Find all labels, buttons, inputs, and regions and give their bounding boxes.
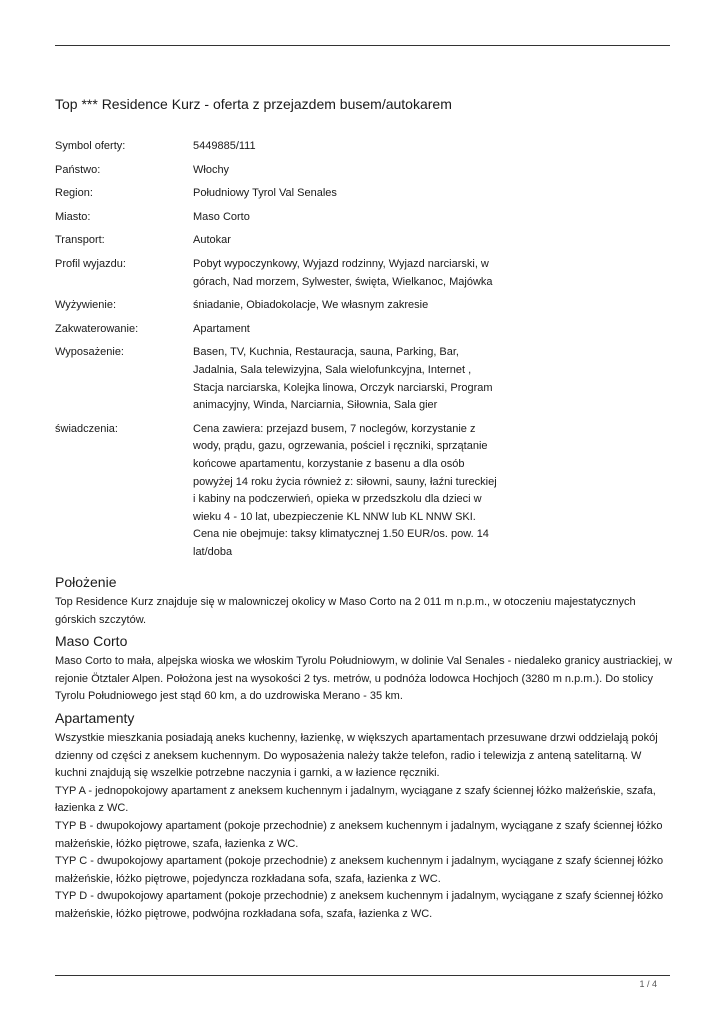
detail-row-country xyxy=(55,162,505,180)
apartments-intro-paragraph: Wszystkie mieszkania posiadają aneks kuchenny, łazienkę, w większych apartamentach przesuwane drzwi oddzielają pokój dzienny od części z aneksem kuchennym. Do wyposażenia należy także telefon, radio i telewizja z anteną satelitarną. W kuchni znajdują się wszelkie potrzebne naczynia i garnki, a w łazience ręczniki. xyxy=(55,731,658,780)
detail-value: Południowy Tyrol Val Senales xyxy=(193,187,337,200)
detail-label: Symbol oferty: xyxy=(55,140,126,152)
detail-row-symbol xyxy=(55,138,505,156)
detail-value: Autokar xyxy=(193,234,231,247)
section-heading-location: Położenie xyxy=(55,574,117,590)
apartment-type-c: TYP C - dwupokojowy apartament (pokoje przechodnie) z aneksem kuchennym i jadalnym, wyciągane z szafy ściennej łóżko małżeńskie, łóżko piętrowe, pojedyncza rozkładana sofa, szafa, łazienka z WC. xyxy=(55,855,664,885)
detail-row-profile xyxy=(55,256,505,291)
detail-label: Profil wyjazdu: xyxy=(55,257,126,270)
offer-details-table xyxy=(55,138,505,567)
detail-row-city xyxy=(55,209,505,227)
maso-corto-paragraph: Maso Corto to mała, alpejska wioska we włoskim Tyrolu Południowym, w dolinie Val Senales - niedaleko granicy austriackiej, w rejonie Ötztaler Alpen. Położona jest na wysokości 2 tys. metrów, u podnóża lodowca Hochjoch (3280 m n.p.m.). Do stolicy Tyrolu Południowego jest stąd 60 km, a do uzdrowiska Merano - 35 km. xyxy=(55,655,673,703)
detail-label: Zakwaterowanie: xyxy=(55,322,139,335)
detail-row-amenities xyxy=(55,344,505,414)
detail-row-transport xyxy=(55,232,505,250)
detail-value: Włochy xyxy=(193,163,230,176)
detail-row-region xyxy=(55,185,505,203)
detail-label: Państwo: xyxy=(55,163,101,176)
detail-value: śniadanie, Obiadokolacje, We własnym zakresie xyxy=(193,299,429,312)
apartment-type-a: TYP A - jednopokojowy apartament z aneksem kuchennym i jadalnym, wyciągane z szafy ściennej łóżko małżeńskie, szafa, łazienka z WC. xyxy=(55,784,656,815)
footer-rule xyxy=(55,975,670,976)
detail-label: Miasto: xyxy=(55,210,91,223)
section-heading-maso-corto: Maso Corto xyxy=(55,633,128,650)
apartment-type-d: TYP D - dwupokojowy apartament (pokoje przechodnie) z aneksem kuchennym i jadalnym, wyciągane z szafy ściennej łóżko małżeńskie, łóżko piętrowe, podwójna rozkładana sofa, szafa, łazienka z WC. xyxy=(55,890,664,920)
detail-label: świadczenia: xyxy=(55,422,118,435)
detail-row-accommodation xyxy=(55,321,505,339)
detail-label: Transport: xyxy=(55,234,105,247)
detail-label: Wyposażenie: xyxy=(55,346,124,359)
detail-value: 5449885/111 xyxy=(193,140,256,152)
page-number: 1 / 4 xyxy=(639,979,657,989)
detail-row-board xyxy=(55,297,505,315)
page-title: Top *** Residence Kurz - oferta z przejazdem busem/autokarem xyxy=(55,96,452,112)
apartment-type-b: TYP B - dwupokojowy apartament (pokoje przechodnie) z aneksem kuchennym i jadalnym, wyciągane z szafy ściennej łóżko małżeńskie, łóżko piętrowe, szafa, łazienka z WC. xyxy=(55,819,663,850)
detail-label: Wyżywienie: xyxy=(55,299,117,312)
location-paragraph: Top Residence Kurz znajduje się w malowniczej okolicy w Maso Corto na 2 011 m n.p.m., w otoczeniu majestatycznych górskich szczytów. xyxy=(55,596,636,626)
section-heading-apartments: Apartamenty xyxy=(55,709,135,726)
detail-value: Basen, TV, Kuchnia, Restauracja, sauna, Parking, Bar, Jadalnia, Sala telewizyjna, Sala wielofunkcyjna, Internet , Stacja narciarska, Kolejka linowa, Orczyk narciarski, Program animacyjny, Winda, Narciarnia, Siłownia, Sala gier xyxy=(193,346,493,412)
detail-row-services xyxy=(55,421,505,562)
detail-value: Apartament xyxy=(193,322,250,335)
detail-value: Cena zawiera: przejazd busem, 7 noclegów, korzystanie z wody, prądu, gazu, ogrzewania, pościel i ręczniki, sprzątanie końcowe apartamentu, korzystanie z basenu a dla osób powyżej 14 roku życia również z: siłowni, sauny, łaźni tureckiej i kabiny na podczerwień, opieka w przedszkolu dla dzieci w wieku 4 - 10 lat, ubezpieczenie KL NNW lub KL NNW SKI. Cena nie obejmuje: taksy klimatycznej 1.50 EUR/os. pow. 14 lat/doba xyxy=(193,422,497,558)
description-body xyxy=(55,572,675,924)
detail-label: Region: xyxy=(55,187,93,200)
detail-value: Pobyt wypoczynkowy, Wyjazd rodzinny, Wyjazd narciarski, w górach, Nad morzem, Sylwester, święta, Wielkanoc, Majówka xyxy=(193,257,493,288)
header-rule xyxy=(55,45,670,46)
detail-value: Maso Corto xyxy=(193,210,250,223)
